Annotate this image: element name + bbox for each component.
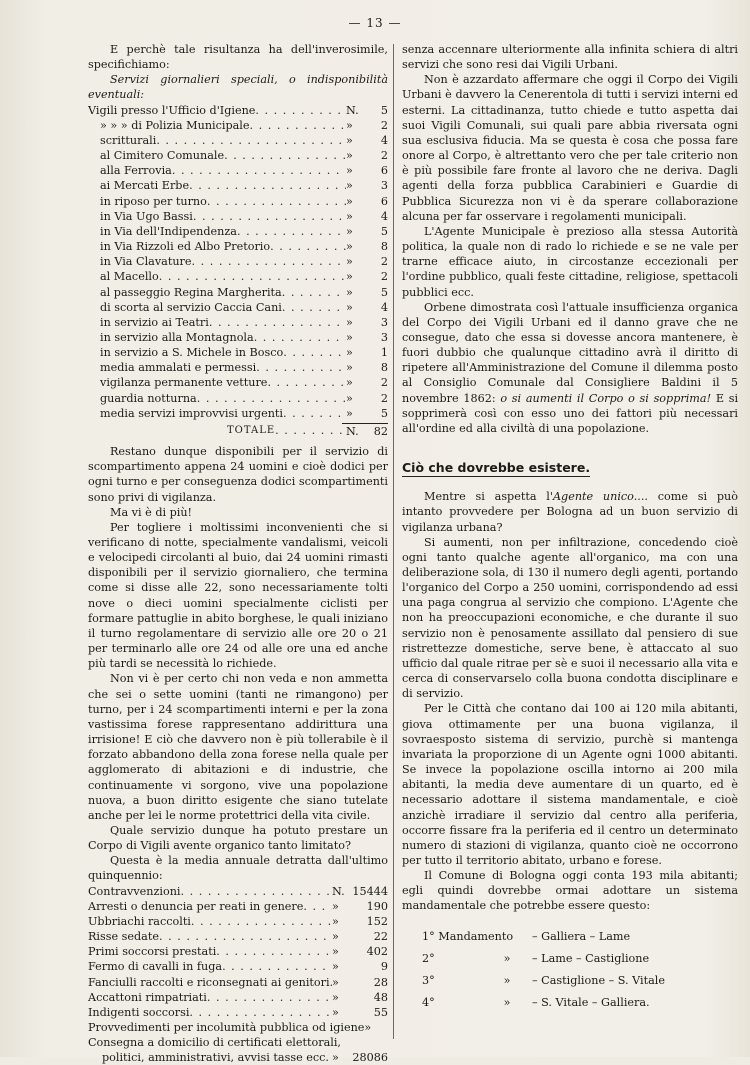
stat-unit: »: [332, 930, 339, 944]
stats-list: [88, 884, 388, 1036]
service-row: [88, 224, 388, 239]
mandamento-row: [402, 992, 738, 1014]
stat-unit: »: [332, 899, 339, 913]
mandamento-number: 4°: [422, 995, 435, 1009]
service-label: alla Ferrovia: [100, 164, 172, 178]
service-row: [88, 118, 388, 133]
right-column: [402, 42, 738, 1014]
service-label: in servizio alla Montagnola: [100, 330, 254, 344]
total-unit: N.: [346, 424, 359, 438]
service-value: 2: [380, 255, 388, 269]
mandamento-text: – Galliera – Lame: [532, 929, 631, 943]
service-label: al Cimitero Comunale: [100, 149, 225, 163]
service-value: 4: [380, 133, 388, 147]
stat-label: Provvedimenti per incolumità pubblica od igiene: [88, 1021, 365, 1034]
stat-label: Arresti o denuncia per reati in genere: [88, 899, 304, 913]
service-row: [88, 178, 388, 193]
services-list: [88, 103, 388, 421]
page-number: — 13 —: [348, 16, 402, 30]
column-divider: [393, 44, 394, 1039]
service-label: di scorta al servizio Caccia Cani: [100, 300, 282, 314]
service-label: al passeggio Regina Margherita: [100, 285, 282, 299]
service-row: [88, 406, 388, 421]
paragraph: Non è azzardato affermare che oggi il Corpo dei Vigili Urbani è davvero la Cenerentola di tutti i servizi interni ed esterni. La cittadinanza, tutto chiede e tutto aspetta dai suoi Vigili Comunali, sui quali pare abbia riversata ogni sua esclusiva fiducia. Ma se questa è cosa che possa fare onore al Corpo, è altrettanto vero che per tale criterio non è più possibile fare fronte al lavoro che ne deriva. Dagli agenti della forza pubblica Carabinieri e Guardie di Pubblica Sicurezza non vi è da sperare collaborazione alcuna per far osservare i regolamenti municipali.: [402, 73, 738, 223]
stat-label: Accattoni rimpatriati: [88, 990, 207, 1004]
service-unit: »: [346, 194, 353, 208]
mandamento-row: [402, 926, 738, 948]
stat-last-line1: Consegna a domicilio di certificati elettorali,: [88, 1036, 341, 1050]
paragraph: Si aumenti, non per infiltrazione, concedendo cioè ogni tanto qualche agente all'organico, ma con una deliberazione sola, di 130 il numero degli agenti, portando l'organico del Corpo a 250 uomini, corrispondendo ad essi una paga congrua al servizio che compiono. L'Agente che non ha preoccupazioni economiche, e che durante il suo servizio non è penosamente assillato dal pensiero di sue ristrettezze domestiche, serve bene, è attaccato al suo ufficio dal quale ritrae per sè e suoi il necessario alla vita e cerca di conservarselo colla buona condotta disciplinare e di servizio.: [402, 535, 738, 701]
service-value: 2: [380, 118, 388, 132]
stat-last-row: [88, 1050, 388, 1065]
paragraph: Questa è la media annuale detratta dall'ultimo quinquennio:: [88, 854, 388, 883]
service-label: in Via dell'Indipendenza: [100, 224, 237, 238]
service-row: [88, 103, 388, 118]
left-column: [88, 42, 388, 1065]
paragraph: Orbene dimostrata così l'attuale insufficienza organica del Corpo dei Vigili Urbani ed il danno grave che ne consegue, dato che essa si dovesse ancora mantenere, è fuori dubbio che qualunque cittadino avrà il diritto di ripetere all'Amministrazione del Comune il dilemma posto al Consiglio Comunale dal Consigliere Baldini il 5 novembre 1862: o si aumenti il Corpo o si sopprima! E si sopprimerà così con esso uno dei fattori più necessari all'ordine ed alla civiltà di una popolazione.: [402, 300, 739, 435]
service-label: in Via Ugo Bassi: [100, 209, 193, 223]
service-label: media ammalati e permessi: [100, 361, 257, 375]
service-unit: »: [346, 330, 353, 344]
paragraph: Restano dunque disponibili per il servizio di scompartimento appena 24 uomini e cioè dodici per ogni turno e per conseguenza dodici scompartimenti sono privi di vigilanza.: [88, 445, 388, 504]
service-row: [88, 194, 388, 209]
stat-row: [88, 990, 388, 1005]
stat-row: [88, 944, 388, 959]
stat-value: 152: [366, 914, 388, 928]
service-unit: »: [346, 270, 353, 284]
mandamento-number: 3°: [422, 973, 435, 987]
service-label: in Via Rizzoli ed Albo Pretorio: [100, 240, 271, 254]
service-unit: N.: [346, 103, 359, 117]
service-row: [88, 133, 388, 148]
service-value: 4: [380, 300, 388, 314]
service-unit: »: [346, 240, 353, 254]
service-value: 8: [380, 240, 388, 254]
service-value: 5: [380, 103, 388, 117]
mandamento-row: [402, 948, 738, 970]
service-row: [88, 300, 388, 315]
total-value: 82: [373, 424, 388, 438]
stat-last-unit: »: [332, 1051, 339, 1065]
paragraph: Non vi è per certo chi non veda e non ammetta che sei o sette uomini (tanti ne rimangono) per turno, per i 24 scompartimenti interni e per la zona vastissima forese rappresentano addirittura una irrisione! E ciò che davvero non è più tollerabile è il forzato abbandono della zona forese nella quale per agglomerato di abitazioni e di industrie, che continuamente vi sorgono, vive una popolazione nuova, a buon diritto esigente che siano tutelate anche per lei le norme protettrici della vita civile.: [88, 672, 388, 822]
service-row: [88, 254, 388, 269]
service-label: in Via Clavature: [100, 255, 192, 269]
dilemma-italic: o si aumenti il Corpo o si sopprima!: [500, 391, 712, 405]
mandamento-quote: »: [503, 973, 511, 987]
service-unit: »: [346, 118, 353, 132]
stat-value: 22: [373, 930, 388, 944]
stat-row: [88, 975, 388, 990]
service-value: 2: [380, 149, 388, 163]
intro-paragraph: E perchè tale risultanza ha dell'inverosimile, specifichiamo:: [88, 43, 388, 72]
mandamenti-list: [402, 926, 738, 1014]
stat-last-label: politici, amministrativi, avvisi tasse ecc.: [102, 1051, 329, 1065]
service-label: in servizio a S. Michele in Bosco: [100, 346, 284, 360]
stat-unit: »: [332, 990, 339, 1004]
service-unit: »: [346, 149, 353, 163]
mandamento-quote: »: [503, 995, 511, 1009]
service-row: [88, 345, 388, 360]
service-unit: »: [346, 315, 353, 329]
service-row: [88, 391, 388, 406]
service-value: 3: [380, 330, 388, 344]
service-value: 6: [380, 164, 388, 178]
mandamento-number: 2°: [422, 951, 435, 965]
mandamento-text: – Castiglione – S. Vitale: [532, 973, 665, 987]
mandamento-row: [402, 970, 738, 992]
service-row: [88, 315, 388, 330]
stat-row: [88, 929, 388, 944]
service-value: 6: [380, 194, 388, 208]
stat-value: 48: [373, 990, 388, 1004]
service-row: [88, 163, 388, 178]
service-label: » » » di Polizia Municipale: [100, 118, 250, 132]
service-label: Vigili presso l'Ufficio d'Igiene: [88, 103, 256, 117]
service-label: vigilanza permanente vetture: [100, 376, 268, 390]
service-unit: »: [346, 179, 353, 193]
services-total: [88, 423, 388, 439]
service-row: [88, 375, 388, 390]
service-row: [88, 360, 388, 375]
service-label: in servizio ai Teatri: [100, 315, 209, 329]
stat-value: 15444: [352, 884, 388, 898]
stat-label: Fanciulli raccolti e riconsegnati ai genitori: [88, 975, 330, 989]
stat-value: 190: [366, 899, 388, 913]
service-value: 5: [380, 406, 388, 420]
section-heading: Ciò che dovrebbe esistere.: [402, 460, 591, 476]
service-value: 3: [380, 179, 388, 193]
paragraph: Per togliere i moltissimi inconvenienti che si verificano di notte, specialmente vandalismi, veicoli e velocipedi circolanti al buio, dai 24 uomini rimasti disponibili per il servizio giornaliero, che termina come si disse alle 22, sono necessariamente tolti nove o dieci uomini specialmente ciclisti per formare pattuglie in abito borghese, le quali iniziano il turno regolamentare di servizio alle ore 20 o 21 per terminarlo alle ore 24 od alle ore una ed anche più tardi se necessità lo richiede.: [88, 520, 388, 671]
stat-value: 402: [366, 945, 388, 959]
service-label: ai Mercati Erbe: [100, 179, 190, 193]
service-unit: »: [346, 209, 353, 223]
service-value: 3: [380, 315, 388, 329]
services-subtitle: Servizi giornalieri speciali, o indisponibilità eventuali:: [88, 73, 388, 102]
stat-unit: »: [332, 975, 339, 989]
service-value: 1: [380, 346, 388, 360]
service-value: 5: [380, 285, 388, 299]
paragraph: Quale servizio dunque ha potuto prestare un Corpo di Vigili avente organico tanto limitato?: [88, 823, 388, 853]
stat-row: [88, 959, 388, 974]
service-value: 2: [380, 391, 388, 405]
stat-value: [384, 1020, 388, 1035]
stat-unit: »: [332, 1005, 339, 1019]
stat-unit: »: [332, 960, 339, 974]
stat-unit: »: [332, 914, 339, 928]
stat-unit: »: [364, 1021, 372, 1034]
stat-unit: »: [332, 945, 339, 959]
mandamento-text: – Lame – Castiglione: [532, 951, 650, 965]
service-label: scritturali: [100, 133, 157, 147]
stat-label: Contravvenzioni: [88, 884, 181, 898]
stat-label: Primi soccorsi prestati: [88, 945, 217, 959]
service-value: 2: [380, 270, 388, 284]
service-unit: »: [346, 406, 353, 420]
service-row: [88, 209, 388, 224]
paragraph: Ma vi è di più!: [110, 505, 193, 519]
stat-label: Fermo di cavalli in fuga: [88, 960, 223, 974]
stat-value: 9: [380, 960, 388, 974]
service-unit: »: [346, 133, 353, 147]
stat-value: 28: [373, 975, 388, 989]
mandamento-text: – S. Vitale – Galliera.: [532, 995, 650, 1009]
service-row: [88, 239, 388, 254]
service-unit: »: [346, 391, 353, 405]
stat-row: [88, 1005, 388, 1020]
mandamento-number: 1° Mandamento: [422, 929, 514, 943]
service-value: 8: [380, 361, 388, 375]
stat-unit: N.: [332, 884, 345, 898]
service-unit: »: [346, 376, 353, 390]
stat-row: [88, 1020, 388, 1035]
stat-row: [88, 899, 388, 914]
service-row: [88, 269, 388, 284]
stat-row: [88, 884, 388, 899]
service-unit: »: [346, 361, 353, 375]
service-row: [88, 285, 388, 300]
service-value: 4: [380, 209, 388, 223]
service-label: al Macello: [100, 270, 159, 284]
service-unit: »: [346, 346, 353, 360]
service-unit: »: [346, 255, 353, 269]
service-label: media servizi improvvisi urgenti: [100, 406, 283, 420]
total-label: TOTALE: [227, 424, 276, 436]
service-unit: »: [346, 224, 353, 238]
stat-label: Indigenti soccorsi: [88, 1005, 190, 1019]
paragraph: Il Comune di Bologna oggi conta 193 mila abitanti; egli quindi dovrebbe ormai adottare un sistema mandamentale che potrebbe essere questo:: [402, 869, 738, 913]
paragraph: Mentre si aspetta l'Agente unico.... come si può intanto provvedere per Bologna ad un buon servizio di vigilanza urbana?: [402, 490, 738, 534]
service-row: [88, 330, 388, 345]
service-label: in riposo per turno: [100, 194, 207, 208]
stat-label: Risse sedate: [88, 930, 159, 944]
service-label: guardia notturna: [100, 391, 197, 405]
paragraph: Per le Città che contano dai 100 ai 120 mila abitanti, giova ottimamente per una buona vigilanza, il sovraesposto sistema di servizio, purchè si mantenga invariata la proporzione di un Agente ogni 1000 abitanti. Se invece la popolazione oscilla intorno ai 200 mila abitanti, la media deve aumentare di un quarto, ed è necessario adottare il sistema mandamentale, e cioè anzichè irradiare il servizio dal centro alla periferia, occorre fissare fra la periferia ed il centro un determinato numero di stazioni di vigilanza, quanto cioè ne occorrono per tutto il territorio abitato, urbano e forese.: [402, 702, 738, 867]
service-unit: »: [346, 285, 353, 299]
paragraph: senza accennare ulteriormente alla infinita schiera di altri servizi che sono resi dai Vigili Urbani.: [402, 43, 738, 72]
mandamento-quote: »: [503, 951, 511, 965]
service-unit: »: [346, 164, 353, 178]
stat-row: [88, 914, 388, 929]
paragraph: L'Agente Municipale è prezioso alla stessa Autorità politica, la quale non di rado lo richiede e se ne vale per trarne efficace aiuto, in circostanze eccezionali per l'ordine pubblico, quali feste cittadine, religiose, spettacoli pubblici ecc.: [402, 224, 738, 299]
stat-label: Ubbriachi raccolti: [88, 914, 191, 928]
service-value: 2: [380, 376, 388, 390]
stat-last-value: 28086: [352, 1051, 388, 1065]
stat-value: 55: [373, 1005, 388, 1019]
service-value: 5: [380, 224, 388, 238]
service-row: [88, 148, 388, 163]
service-unit: »: [346, 300, 353, 314]
